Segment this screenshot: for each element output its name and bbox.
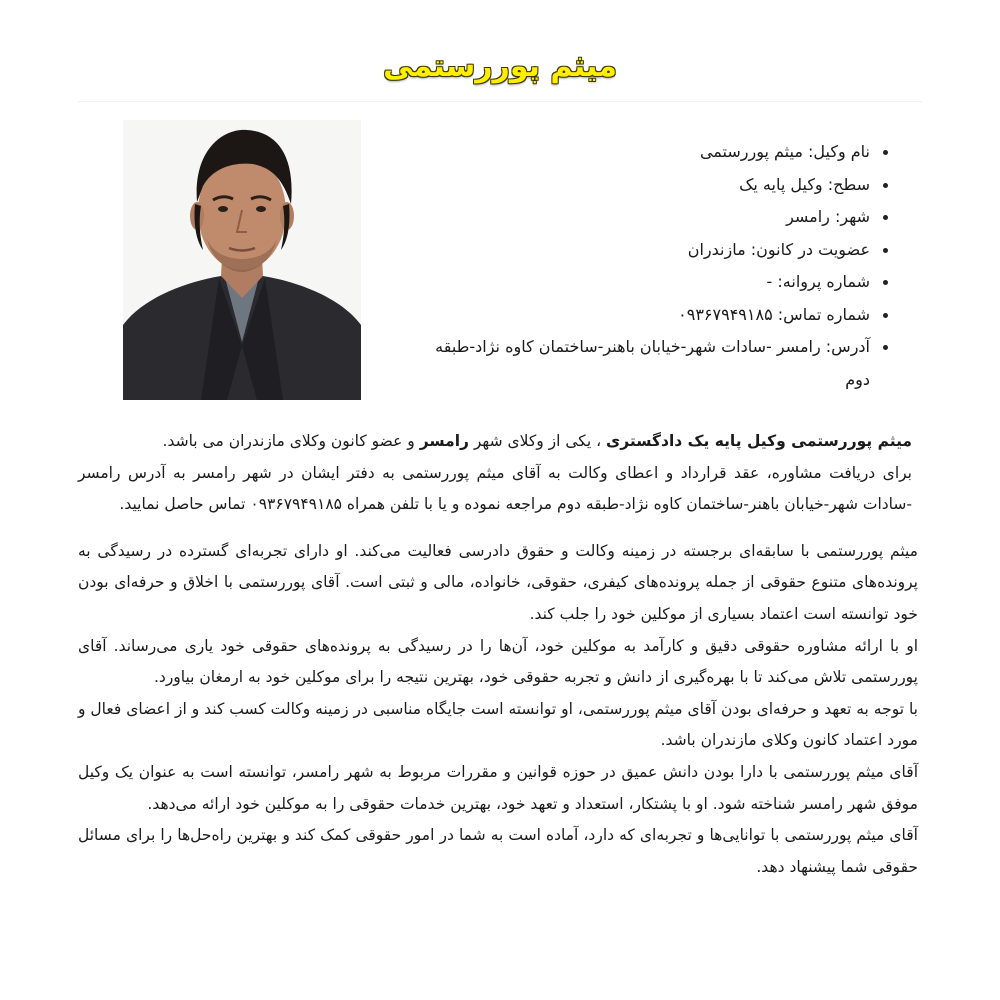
lawyer-photo [123,120,361,400]
info-license-number: شماره پروانه: - [412,266,892,299]
intro-paragraph: میثم پوررستمی وکیل پایه یک دادگستری ، یکی از وکلای شهر رامسر و عضو کانون وکلای مازندران می باشد. برای دریافت مشاوره، عقد قرارداد و اعطای وکالت به آقای میثم پوررستمی به دفتر ایشان در شهر رامسر به آدرس رامسر -سادات شهر-خیابان باهنر-ساختمان کاوه نژاد-طبقه دوم مراجعه نموده و یا با تلفن همراه ۰۹۳۶۷۹۴۹۱۸۵ تماس حاصل نمایید. [78,432,912,514]
intro-bold-name: میثم پوررستمی وکیل پایه یک دادگستری [606,432,912,450]
info-bar-membership: عضویت در کانون: مازندران [412,234,892,267]
info-level: سطح: وکیل پایه یک [412,169,892,202]
portrait-image [123,120,361,400]
paragraph-knowledge: آقای میثم پوررستمی با دارا بودن دانش عمیق در حوزه قوانین و مقررات مربوط به شهر رامسر، توانسته است به عنوان یک وکیل موفق شهر رامسر شناخته شود. او با پشتکار، استعداد و تعهد خود، بهترین خدمات حقوقی را به موکلین خود ارائه می‌دهد. [78,762,918,813]
lawyer-info-list [412,136,892,396]
paragraph-offer: آقای میثم پوررستمی با توانایی‌ها و تجربه‌ای که دارد، آماده است به شما در امور حقوقی کمک کند و بهترین راه‌حل‌ها را برای مسائل حقوقی شما پیشنهاد دهد. [78,826,918,876]
paragraph-commitment: با توجه به تعهد و حرفه‌ای بودن آقای میثم پوررستمی، او توانسته است جایگاه مناسبی در زمینه وکالت کسب کند و از اعضای فعال و مورد اعتماد کانون وکلای مازندران باشد. [78,699,918,750]
page-title: میثم پوررستمی [383,49,617,84]
contact-paragraph: برای دریافت مشاوره، عقد قرارداد و اعطای وکالت به آقای میثم پوررستمی به دفتر ایشان در شهر رامسر به آدرس رامسر -سادات شهر-خیابان باهنر-ساختمان کاوه نژاد-طبقه دوم مراجعه نموده و یا با تلفن همراه ۰۹۳۶۷۹۴۹۱۸۵ تماس حاصل نمایید. [78,463,912,514]
info-address: آدرس: رامسر -سادات شهر-خیابان باهنر-ساختمان کاوه نژاد-طبقه دوم [412,331,892,396]
paragraph-consulting: او با ارائه مشاوره حقوقی دقیق و کارآمد به موکلین خود، آن‌ها را در رسیدگی به پرونده‌های حقوقی خود یاری می‌رساند. آقای پوررستمی تلاش می‌کند تا با بهره‌گیری از دانش و تجربه حقوقی خود، بهترین نتیجه را برای موکلین خود به ارمغان بیاورد. [78,636,918,687]
info-phone: شماره تماس: ۰۹۳۶۷۹۴۹۱۸۵ [412,299,892,332]
lawyer-description [78,426,918,883]
paragraph-experience: میثم پوررستمی با سابقه‌ای برجسته در زمینه وکالت و حقوق دادرسی فعالیت می‌کند. او دارای تجربه‌ای گسترده در رسیدگی به پرونده‌های متنوع حقوقی از جمله پرونده‌های کیفری، حقوقی، خانواده، مالی و ثبتی است. آقای پوررستمی با اخلاق و حرفه‌ای بودن خود توانسته است اعتماد بسیاری از موکلین خود را جلب کند. [78,541,918,623]
intro-bold-city: رامسر [419,432,469,450]
info-name: نام وکیل: میثم پوررستمی [412,136,892,169]
title-divider [78,101,922,102]
info-city: شهر: رامسر [412,201,892,234]
